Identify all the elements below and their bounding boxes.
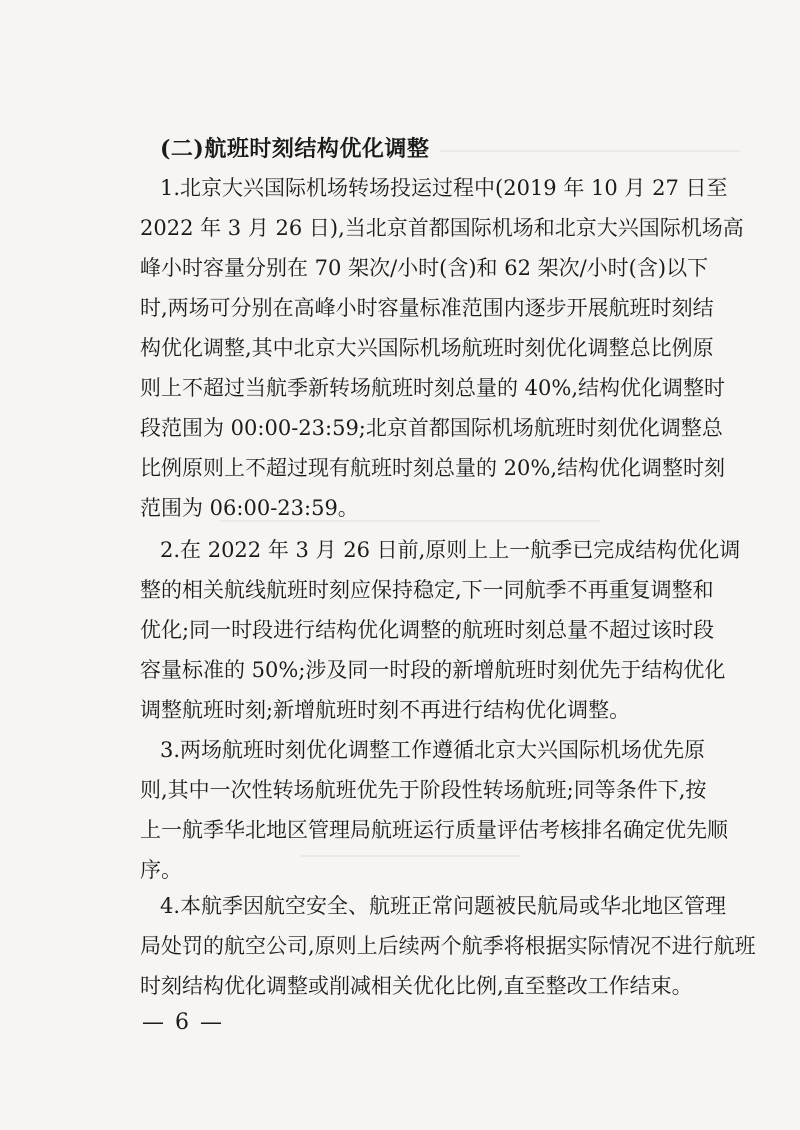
paragraph-line: 段范围为 00:00-23:59;北京首都国际机场航班时刻优化调整总 [140, 416, 723, 440]
paragraph-line: 调整航班时刻;新增航班时刻不再进行结构优化调整。 [140, 698, 631, 722]
paragraph-line: 1.北京大兴国际机场转场投运过程中(2019 年 10 月 27 日至 [160, 176, 728, 200]
paragraph-line: 范围为 06:00-23:59。 [140, 496, 359, 520]
paragraph-line: 4.本航季因航空安全、航班正常问题被民航局或华北地区管理 [160, 894, 727, 918]
page-number: — 6 — [142, 1010, 224, 1035]
paragraph-line: 2.在 2022 年 3 月 26 日前,原则上上一航季已完成结构优化调 [160, 538, 741, 562]
section-heading: (二)航班时刻结构优化调整 [160, 136, 430, 162]
paragraph-line: 时,两场可分别在高峰小时容量标准范围内逐步开展航班时刻结 [140, 296, 714, 320]
bleed-through-mark [440, 150, 740, 152]
paragraph-line: 2022 年 3 月 26 日),当北京首都国际机场和北京大兴国际机场高 [140, 216, 744, 240]
paragraph-line: 构优化调整,其中北京大兴国际机场航班时刻优化调整总比例原 [140, 336, 714, 360]
paragraph-line: 则,其中一次性转场航班优先于阶段性转场航班;同等条件下,按 [140, 778, 707, 802]
paragraph-line: 峰小时容量分别在 70 架次/小时(含)和 62 架次/小时(含)以下 [140, 256, 709, 280]
paragraph-line: 局处罚的航空公司,原则上后续两个航季将根据实际情况不进行航班 [140, 934, 756, 958]
paragraph-line: 比例原则上不超过现有航班时刻总量的 20%,结构优化调整时刻 [140, 456, 726, 480]
paragraph-line: 时刻结构优化调整或削减相关优化比例,直至整改工作结束。 [140, 974, 693, 998]
paragraph-line: 整的相关航线航班时刻应保持稳定,下一同航季不再重复调整和 [140, 578, 714, 602]
paragraph-line: 序。 [140, 858, 182, 882]
paragraph-line: 容量标准的 50%;涉及同一时段的新增航班时刻优先于结构优化 [140, 658, 726, 682]
paragraph-line: 上一航季华北地区管理局航班运行质量评估考核排名确定优先顺 [140, 818, 728, 842]
paragraph-line: 则上不超过当航季新转场航班时刻总量的 40%,结构优化调整时 [140, 376, 726, 400]
paragraph-line: 3.两场航班时刻优化调整工作遵循北京大兴国际机场优先原 [160, 738, 706, 762]
paragraph-line: 优化;同一时段进行结构优化调整的航班时刻总量不超过该时段 [140, 618, 715, 642]
